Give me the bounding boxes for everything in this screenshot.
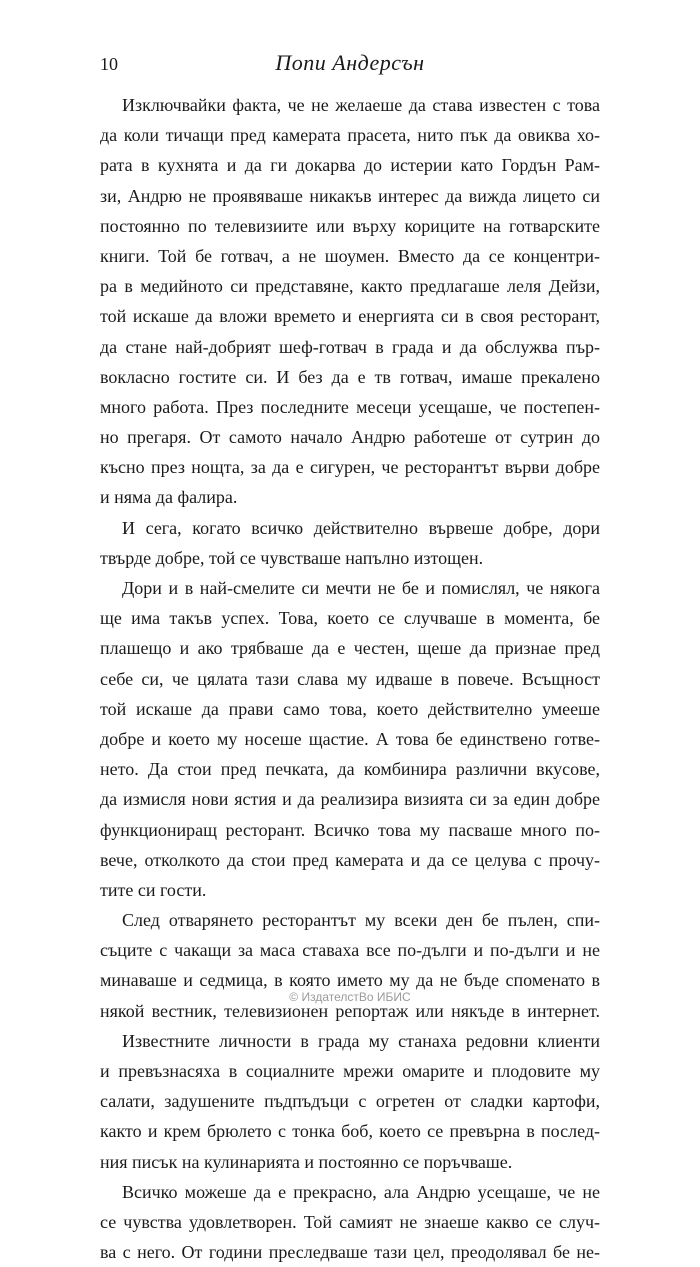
text-line: и няма да фалира.	[100, 487, 238, 508]
text-line: той искаше да вложи времето и енергията си в своя ресторант,	[100, 306, 600, 327]
text-line: Всичко можеше да е прекрасно, ала Андрю усещаше, че не	[122, 1181, 600, 1202]
text-line: но прегаря. От самото начало Андрю работеше от сутрин до	[100, 427, 600, 448]
publisher-copyright: © ИздателстВо ИБИС	[289, 990, 411, 1004]
text-line: добре и което му носеше щастие. А това бе единствено готве-	[100, 728, 600, 749]
text-line: се чувства удовлетворен. Той самият не знаеше какво се случ-	[100, 1211, 600, 1232]
running-title: Попи Андерсън	[275, 50, 425, 75]
text-line: да стане най-добрият шеф-готвач в града и да обслужва пър-	[100, 336, 600, 357]
text-line: След отварянето ресторантът му всеки ден бе пълен, спи-	[122, 910, 600, 931]
text-line: някой вестник, телевизионен репортаж или някъде в интернет.	[100, 1000, 600, 1021]
text-line: вече, отколкото да стои пред камерата и да се целува с прочу-	[100, 849, 600, 870]
text-line: зи, Андрю не проявяваше никакъв интерес да вижда лицето си	[100, 185, 600, 206]
text-line: твърде добре, той се чувстваше напълно изтощен.	[100, 547, 484, 568]
text-line: книги. Той бе готвач, а не шоумен. Вместо да се концентри-	[100, 245, 600, 266]
text-line: функциониращ ресторант. Всичко това му пасваше много по-	[100, 819, 600, 840]
text-line: вокласно гостите си. И без да е тв готвач, имаше прекалено	[100, 366, 600, 387]
text-line: тите си гости.	[100, 879, 207, 900]
text-line: постоянно по телевизиите или върху кориците на готварските	[100, 215, 600, 236]
text-line: и превъзнасяха в социалните мрежи омарите и плодовите му	[100, 1061, 600, 1081]
page-number: 10	[100, 54, 118, 74]
text-line: ва с него. От години преследваше тази цел, преодолявал бе не-	[100, 1242, 600, 1263]
text-line: себе си, че цялата тази слава му идваше в повече. Всъщност	[100, 668, 600, 689]
text-line: салати, задушените пъдпъдъци с огретен от сладки картофи,	[100, 1091, 600, 1112]
text-line: Изключвайки факта, че не желаеше да става известен с това	[122, 95, 600, 115]
page-header	[100, 50, 600, 80]
text-line: минаваше и седмица, в която името му да не бъде споменато в	[100, 970, 600, 991]
text-line: да коли тичащи пред камерата прасета, нито пък да овиква хо-	[100, 125, 600, 146]
text-line: много работа. През последните месеци усещаше, че постепен-	[100, 396, 600, 417]
text-line: късно през нощта, за да е сигурен, че ресторантът върви добре	[100, 457, 600, 478]
text-line: той искаше да прави само това, което действително умееше	[100, 698, 600, 719]
text-line: ра в медийното си представяне, както предлагаше леля Дейзи,	[100, 276, 600, 297]
text-line: И сега, когато всичко действително вървеше добре, дори	[122, 517, 600, 538]
text-line: плашещо и ако трябваше да е честен, щеше да признае пред	[100, 638, 600, 659]
text-line: рата в кухнята и да ги докарва до истерии като Гордън Рам-	[100, 155, 600, 176]
text-line: да измисля нови ястия и да реализира визията си за един добре	[100, 789, 600, 810]
text-line: ния писък на кулинарията и постоянно се поръчваше.	[100, 1151, 513, 1172]
text-line: съците с чакащи за маса ставаха все по-дълги и по-дълги и не	[100, 940, 600, 961]
text-line: нето. Да стои пред печката, да комбинира различни вкусове,	[100, 759, 600, 780]
text-line: Известните личности в града му станаха редовни клиенти	[122, 1030, 600, 1051]
body-text	[100, 90, 600, 1267]
text-line: както и крем брюлето с тонка боб, което се превърна в послед-	[100, 1121, 600, 1142]
text-line: ще има такъв успех. Това, което се случваше в момента, бе	[100, 608, 600, 629]
text-line: Дори и в най-смелите си мечти не бе и помислял, че някога	[122, 578, 600, 598]
